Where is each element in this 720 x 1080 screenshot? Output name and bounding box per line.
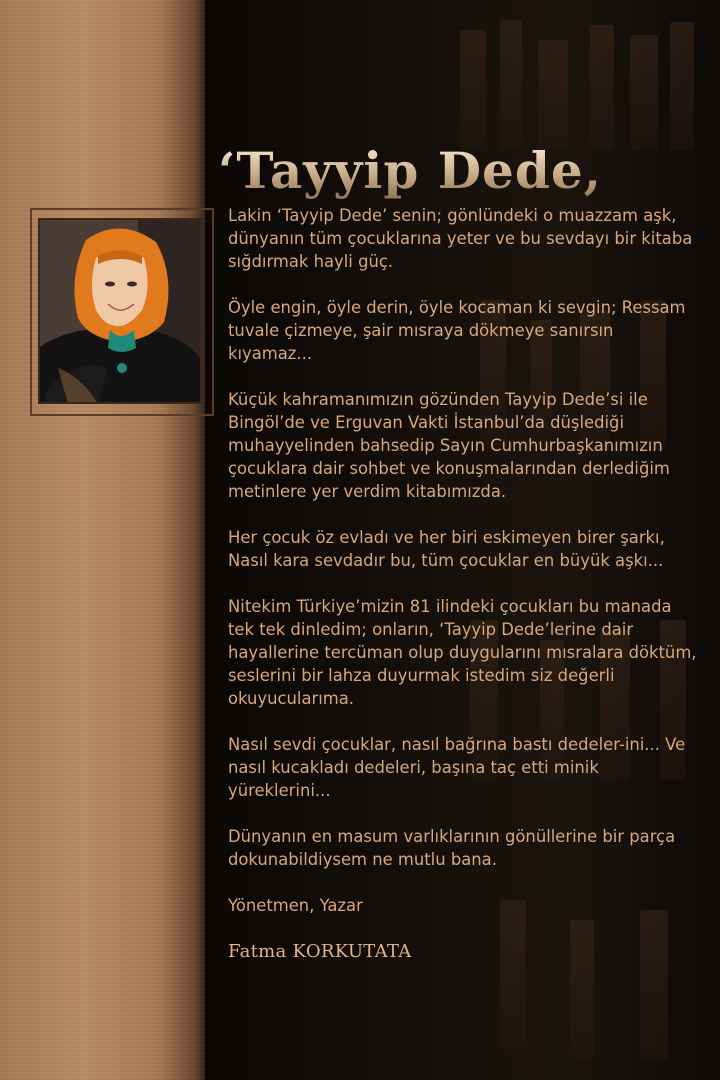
photo-frame-inner <box>38 218 202 404</box>
paragraph: Dünyanın en masum varlıklarının gönüllerine bir parça dokunabildiysem ne mutlu bana. <box>228 827 676 869</box>
paragraph: Küçük kahramanımızın gözünden Tayyip Dede’si ile Bingöl’de ve Erguvan Vakti İstanbul’da düşlediği muhayyelinden bahsedip Sayın Cumhurbaşkanımızın çocuklara dair sohbet ve konuşmalarından derlediğim metinlere yer verdim kitabımızda. <box>228 390 670 501</box>
paragraph: Nasıl sevdi çocuklar, nasıl bağrına bastı dedeler-ini... Ve nasıl kucakladı dedeleri, başına taç etti minik yüreklerini... <box>228 735 686 800</box>
letter-body <box>228 204 698 986</box>
paragraph: Lakin ‘Tayyip Dede’ senin; gönlündeki o muazzam aşk, dünyanın tüm çocuklarına yeter ve bu sevdayı bir kitaba sığdırmak hayli güç. <box>228 206 693 271</box>
paragraph: Nitekim Türkiye’mizin 81 ilindeki çocukları bu manada tek tek dinledim; onların, ‘Tayyip Dede’lerine dair hayallerine tercüman olup duygularını mısralara döktüm, seslerini bir lahza duyurmak istedim siz değerli okuyucularıma. <box>228 597 697 708</box>
signature <box>228 894 698 963</box>
author-role: Yönetmen, Yazar <box>228 896 363 915</box>
paragraph: Her çocuk öz evladı ve her biri eskimeyen birer şarkı, Nasıl kara sevdadır bu, tüm çocuklar en büyük aşkı... <box>228 528 665 570</box>
paragraph: Öyle engin, öyle derin, öyle kocaman ki sevgin; Ressam tuvale çizmeye, şair mısraya dökmeye sanırsın kıyamaz... <box>228 298 686 363</box>
book-spine-panel <box>0 0 210 1080</box>
author-name: Fatma KORKUTATA <box>228 941 412 962</box>
page-title: ‘Tayyip Dede, <box>218 140 698 202</box>
